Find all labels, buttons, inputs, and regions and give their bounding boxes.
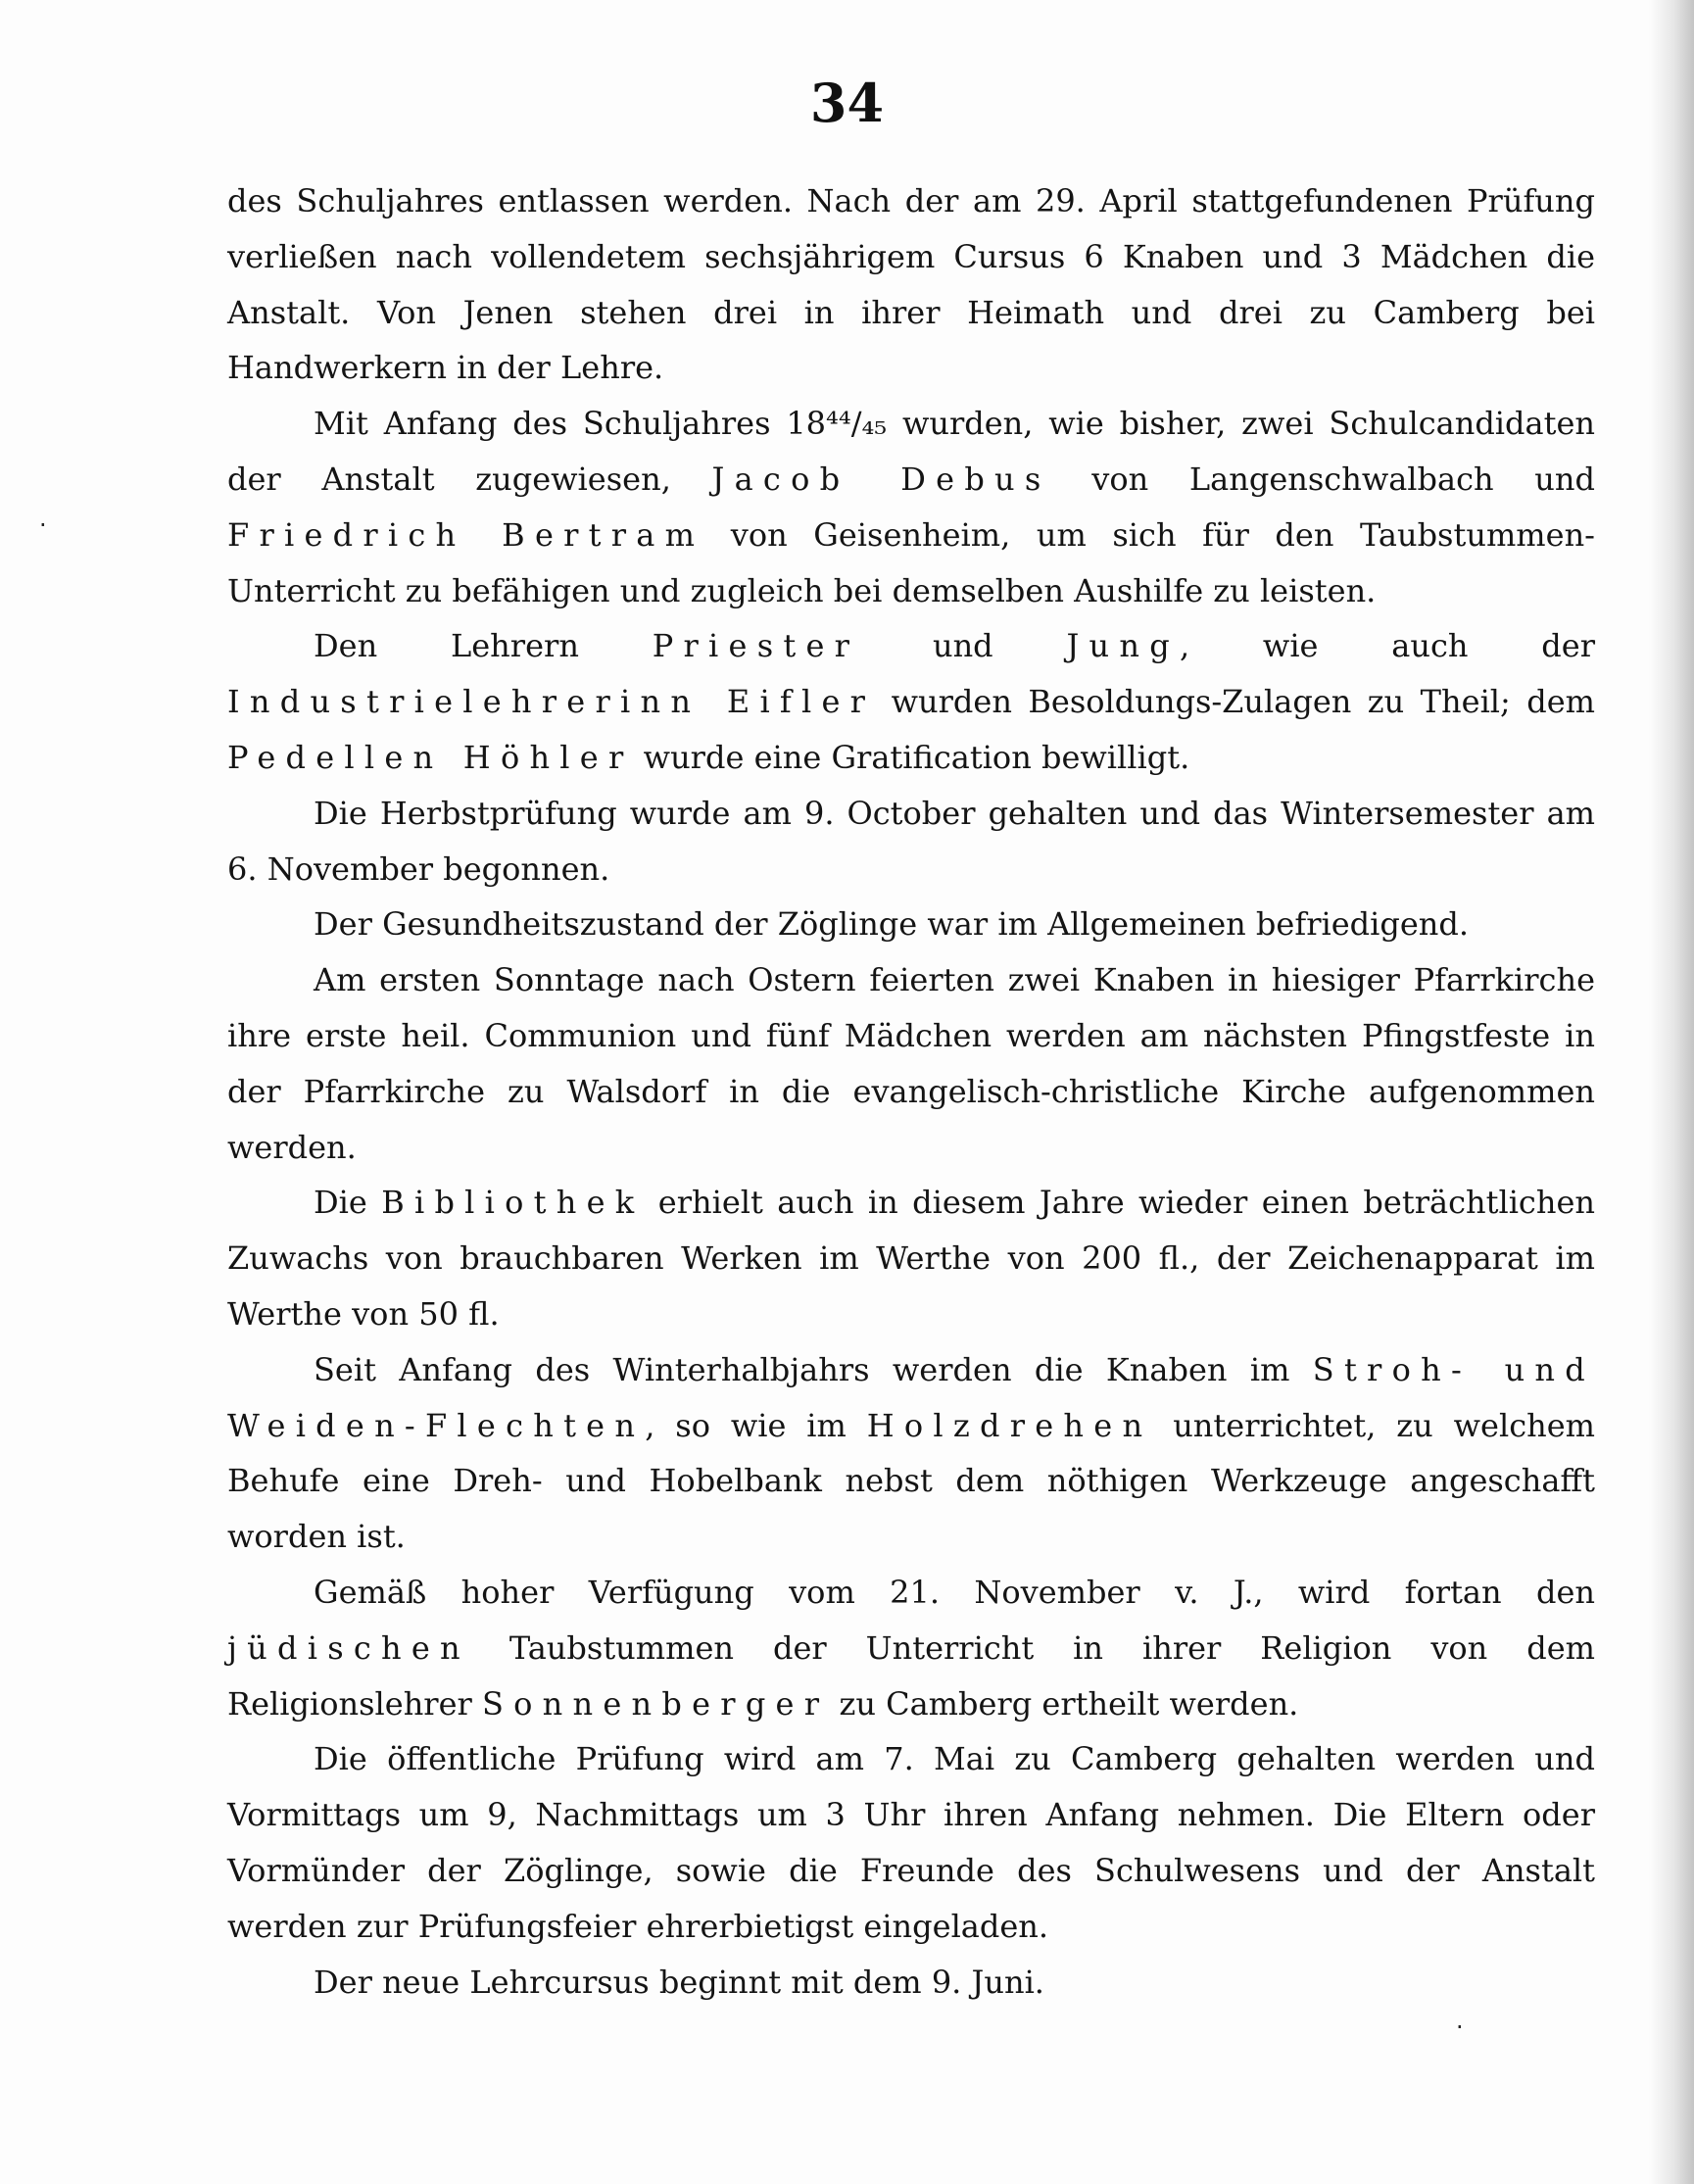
emphasized-name: Bibliothek [381, 1184, 645, 1222]
text-run: wurde eine Gratification bewilligt. [633, 738, 1190, 776]
text-run: des Schuljahres entlassen werden. Nach der am 29. April stattgefundenen Prüfung verließen nach vollendetem sechsjährigem Cursus 6 Knaben und 3 Mädchen die Anstalt. Von Jenen stehen drei in ihrer Heimath und drei zu Camberg bei Handwerkern in der Lehre. [227, 182, 1595, 387]
emphasized-name: jüdischen [227, 1628, 470, 1667]
text-run: von Langenschwalbach und [1050, 460, 1595, 498]
page-edge-shadow [1649, 0, 1694, 2184]
paragraph [227, 897, 1595, 952]
paragraph [227, 1175, 1595, 1341]
emphasized-name: Priester [652, 627, 860, 665]
paragraph [227, 618, 1595, 785]
text-run: , so wie im [645, 1406, 867, 1444]
text-run: Der neue Lehrcursus beginnt mit dem 9. Juni. [314, 1963, 1044, 2001]
paragraph [227, 1565, 1595, 1731]
page-number: 34 [809, 72, 885, 134]
paragraph [227, 786, 1595, 898]
text-run: Die Herbstprüfung wurde am 9. October gehalten und das Wintersemester am 6. November begonnen. [227, 794, 1595, 888]
text-run: Die öffentliche Prüfung wird am 7. Mai zu Camberg gehalten werden und Vormittags um 9, Nachmittags um 3 Uhr ihren Anfang nehmen. Die Eltern oder Vormünder der Zöglinge, sowie die Freunde des Schulwesens und der Anstalt werden zur Prüfungsfeier ehrerbietigst eingeladen. [227, 1740, 1595, 1945]
margin-dot-mark: · [39, 511, 47, 539]
paragraph [227, 1955, 1595, 2011]
paragraph [227, 1731, 1595, 1954]
paragraph [227, 173, 1595, 396]
text-run: , wie auch der [1179, 627, 1596, 665]
emphasized-name: Jacob Debus [711, 460, 1051, 498]
text-run: Mit Anfang des Schuljahres 18⁴⁴/₄₅ wurden, wie bisher, zwei Schulcandidaten der Anstalt zugewiesen, [227, 405, 1595, 498]
text-run: Am ersten Sonntage nach Ostern feierten zwei Knaben in hiesiger Pfarrkirche ihre erste heil. Communion und fünf Mädchen werden am nächsten Pfingstfeste in der Pfarrkirche zu Walsdorf in die evangelisch-christliche Kirche aufgenommen werden. [227, 961, 1595, 1166]
emphasized-name: Sonnenberger [482, 1684, 830, 1723]
bottom-dot-mark: · [1456, 2014, 1464, 2041]
paragraph [227, 952, 1595, 1175]
text-run: Den Lehrern [314, 627, 653, 665]
text-run: Seit Anfang des Winterhalbjahrs werden die Knaben im [314, 1350, 1313, 1388]
text-run: Taubstummen der Unterricht in ihrer Religion von dem Religionslehrer [227, 1628, 1595, 1723]
emphasized-name: Jung [1066, 627, 1180, 665]
emphasized-name: Industrielehrerinn Eifler [227, 683, 876, 721]
paragraph [227, 1342, 1595, 1565]
emphasized-name: Pedellen Höhler [227, 738, 634, 776]
emphasized-name: Stroh- und Weiden-Flechten [227, 1350, 1596, 1444]
text-run: zu Camberg ertheilt werden. [829, 1684, 1299, 1723]
text-run: und [859, 627, 1067, 665]
emphasized-name: Holzdrehen [866, 1406, 1153, 1444]
text-run: Der Gesundheitszustand der Zöglinge war im Allgemeinen befriedigend. [314, 905, 1470, 944]
emphasized-name: Friedrich Bertram [227, 515, 705, 554]
text-run: von Geisenheim, um sich für den Taubstummen-Unterricht zu befähigen und zugleich bei demselben Aushilfe zu leisten. [227, 515, 1595, 609]
text-run: Gemäß hoher Verfügung vom 21. November v. J., wird fortan den [314, 1573, 1595, 1611]
text-run: Die [314, 1184, 382, 1222]
body-text [227, 173, 1595, 2010]
text-run: erhielt auch in diesem Jahre wieder einen beträchtlichen Zuwachs von brauchbaren Werken im Werthe von 200 fl., der Zeichenapparat im Werthe von 50 fl. [227, 1184, 1595, 1333]
text-run: wurden Besoldungs-Zulagen zu Theil; dem [875, 683, 1596, 721]
paragraph [227, 396, 1595, 618]
text-run: unterrichtet, zu welchem Behufe eine Dreh- und Hobelbank nebst dem nöthigen Werkzeuge angeschafft worden ist. [227, 1406, 1596, 1556]
